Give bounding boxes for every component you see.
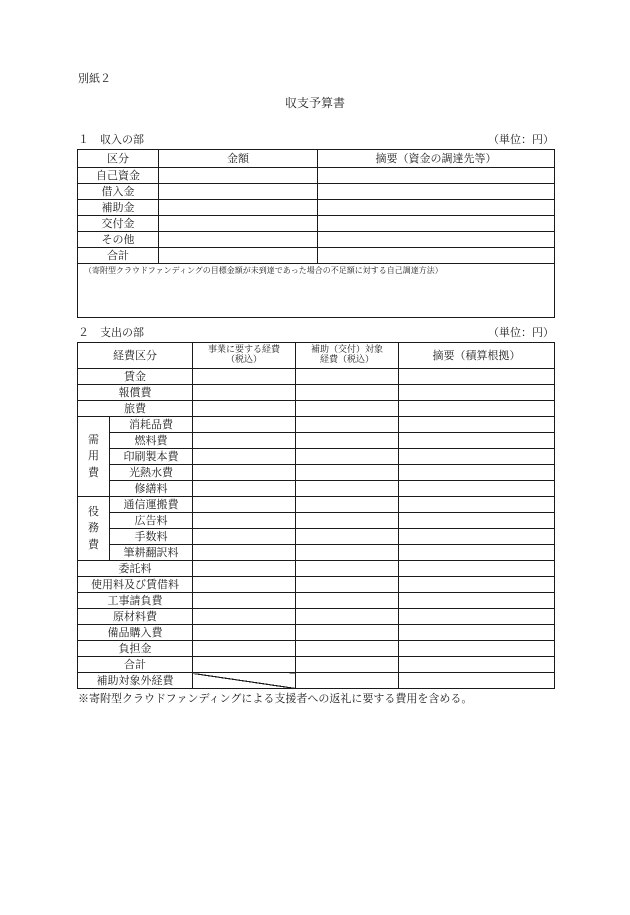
expense-subsidy-cell[interactable] <box>296 529 399 545</box>
income-summary-cell[interactable] <box>318 248 555 264</box>
income-amount-cell[interactable] <box>159 232 318 248</box>
expense-cost-cell[interactable] <box>193 561 296 577</box>
table-row <box>78 481 555 497</box>
expense-cost-cell[interactable] <box>193 529 296 545</box>
expense-summary-cell[interactable] <box>399 449 555 465</box>
income-amount-cell[interactable] <box>159 168 318 184</box>
income-col-category: 区分 <box>78 150 159 168</box>
expense-cost-cell[interactable] <box>193 593 296 609</box>
expense-summary-cell[interactable] <box>399 577 555 593</box>
expense-cost-cell[interactable] <box>193 609 296 625</box>
expense-header-row <box>78 343 555 369</box>
expense-cost-cell[interactable] <box>193 497 296 513</box>
expense-summary-cell[interactable] <box>399 497 555 513</box>
expense-row-label: 備品購入費 <box>78 625 193 641</box>
table-row <box>78 369 555 385</box>
group-label-char: 用 <box>88 449 99 463</box>
table-row <box>78 232 555 248</box>
expense-row-label: 燃料費 <box>110 433 193 449</box>
income-table <box>77 149 555 318</box>
expense-row-label: 原材料費 <box>78 609 193 625</box>
expense-table <box>77 342 555 689</box>
expense-col-cost <box>193 343 296 369</box>
expense-summary-cell[interactable] <box>399 385 555 401</box>
income-header-row <box>78 150 555 168</box>
expense-cost-cell[interactable] <box>193 641 296 657</box>
expense-row-label: 通信運搬費 <box>110 497 193 513</box>
expense-summary-cell[interactable] <box>399 401 555 417</box>
expense-row-label: 手数料 <box>110 529 193 545</box>
table-row <box>78 593 555 609</box>
expense-subsidy-cell[interactable] <box>296 449 399 465</box>
expense-row-label: 委託料 <box>78 561 193 577</box>
group-label-char: 費 <box>88 537 99 551</box>
expense-subsidy-cell[interactable] <box>296 625 399 641</box>
table-row <box>78 561 555 577</box>
expense-row-label: 筆耕翻訳料 <box>110 545 193 561</box>
expense-subsidy-cell[interactable] <box>296 465 399 481</box>
income-summary-cell[interactable] <box>318 232 555 248</box>
expense-heading: ２ 支出の部 <box>78 326 144 339</box>
income-col-amount: 金額 <box>159 150 318 168</box>
income-row-label: 合計 <box>78 248 159 264</box>
expense-col-category: 経費区分 <box>78 343 193 369</box>
table-row <box>78 401 555 417</box>
expense-col-subsidy-line2: 経費（税込） <box>319 354 374 365</box>
table-row <box>78 641 555 657</box>
income-row-label: 自己資金 <box>78 168 159 184</box>
expense-subsidy-cell[interactable] <box>296 385 399 401</box>
expense-cost-cell[interactable] <box>193 449 296 465</box>
table-row <box>78 200 555 216</box>
expense-cost-cell[interactable] <box>193 401 296 417</box>
table-row <box>78 545 555 561</box>
expense-row-label: 修繕料 <box>110 481 193 497</box>
expense-subsidy-cell[interactable] <box>296 497 399 513</box>
expense-cost-cell[interactable] <box>193 545 296 561</box>
table-row <box>78 168 555 184</box>
expense-col-summary: 摘要（積算根拠） <box>399 343 555 369</box>
income-summary-cell[interactable] <box>318 216 555 232</box>
expense-row-label: 印刷製本費 <box>110 449 193 465</box>
expense-row-label: 広告料 <box>110 513 193 529</box>
group-label-char: 務 <box>88 521 99 535</box>
group-label-supplies <box>78 417 110 497</box>
expense-subsidy-cell[interactable] <box>296 369 399 385</box>
table-row <box>78 609 555 625</box>
income-row-label: その他 <box>78 232 159 248</box>
expense-row-label: 使用料及び賃借料 <box>78 577 193 593</box>
expense-col-subsidy-line1: 補助（交付）対象 <box>310 345 383 356</box>
expense-subsidy-cell[interactable] <box>296 641 399 657</box>
income-amount-cell[interactable] <box>159 200 318 216</box>
expense-summary-cell[interactable] <box>399 609 555 625</box>
expense-cost-cell[interactable] <box>193 433 296 449</box>
excluded-cost-cell[interactable] <box>193 673 296 689</box>
page-title: 収支予算書 <box>284 96 345 110</box>
expense-row-label: 合計 <box>78 657 193 673</box>
expense-unit: （単位：円） <box>488 326 554 339</box>
expense-subsidy-cell[interactable] <box>296 673 399 689</box>
expense-summary-cell[interactable] <box>399 369 555 385</box>
table-row <box>78 184 555 200</box>
income-summary-cell[interactable] <box>318 168 555 184</box>
footnote: ※寄附型クラウドファンディングによる支援者への返礼に要する費用を含める。 <box>78 692 473 705</box>
income-col-summary: 摘要（資金の調達先等） <box>318 150 555 168</box>
expense-col-cost-line1: 事業に要する経費 <box>207 345 280 356</box>
expense-row-label: 負担金 <box>78 641 193 657</box>
expense-subsidy-cell[interactable] <box>296 481 399 497</box>
expense-subsidy-cell[interactable] <box>296 513 399 529</box>
expense-col-subsidy <box>296 343 399 369</box>
expense-subsidy-cell[interactable] <box>296 433 399 449</box>
table-row <box>78 248 555 264</box>
table-row <box>78 465 555 481</box>
table-row <box>78 449 555 465</box>
table-row <box>78 577 555 593</box>
expense-summary-cell[interactable] <box>399 433 555 449</box>
expense-row-label: 報償費 <box>78 385 193 401</box>
expense-subsidy-cell[interactable] <box>296 577 399 593</box>
group-label-char: 費 <box>88 465 99 479</box>
expense-subsidy-cell[interactable] <box>296 417 399 433</box>
income-amount-cell[interactable] <box>159 216 318 232</box>
income-heading: １ 収入の部 <box>78 133 144 146</box>
expense-subsidy-cell[interactable] <box>296 593 399 609</box>
income-amount-cell[interactable] <box>159 248 318 264</box>
expense-row-label: 補助対象外経費 <box>78 673 193 689</box>
table-row <box>78 625 555 641</box>
expense-cost-cell[interactable] <box>193 625 296 641</box>
expense-cost-cell[interactable] <box>193 385 296 401</box>
table-row <box>78 433 555 449</box>
income-summary-cell[interactable] <box>318 184 555 200</box>
table-row <box>78 673 555 689</box>
expense-cost-cell[interactable] <box>193 465 296 481</box>
table-row <box>78 216 555 232</box>
income-note[interactable]: （寄附型クラウドファンディングの目標金額が未到達であった場合の不足額に対する自己調達方法） <box>78 264 555 318</box>
expense-summary-cell[interactable] <box>399 529 555 545</box>
table-row <box>78 529 555 545</box>
expense-summary-cell[interactable] <box>399 561 555 577</box>
group-label-services <box>78 497 110 561</box>
expense-row-label: 消耗品費 <box>110 417 193 433</box>
table-row <box>78 417 555 433</box>
expense-summary-cell[interactable] <box>399 641 555 657</box>
expense-row-label: 工事請負費 <box>78 593 193 609</box>
expense-cost-cell[interactable] <box>193 577 296 593</box>
expense-row-label: 賃金 <box>78 369 193 385</box>
table-row <box>78 497 555 513</box>
expense-cost-cell[interactable] <box>193 369 296 385</box>
attachment-label: 別紙２ <box>78 72 111 85</box>
expense-cost-cell[interactable] <box>193 417 296 433</box>
expense-summary-cell[interactable] <box>399 673 555 689</box>
expense-row-label: 旅費 <box>78 401 193 417</box>
expense-subsidy-cell[interactable] <box>296 657 399 673</box>
income-note-row <box>78 264 555 318</box>
income-row-label: 補助金 <box>78 200 159 216</box>
expense-summary-cell[interactable] <box>399 481 555 497</box>
expense-cost-cell[interactable] <box>193 513 296 529</box>
income-row-label: 借入金 <box>78 184 159 200</box>
expense-subsidy-cell[interactable] <box>296 609 399 625</box>
expense-summary-cell[interactable] <box>399 417 555 433</box>
table-row <box>78 385 555 401</box>
income-summary-cell[interactable] <box>318 200 555 216</box>
expense-subsidy-cell[interactable] <box>296 545 399 561</box>
expense-cost-cell[interactable] <box>193 657 296 673</box>
expense-subsidy-cell[interactable] <box>296 401 399 417</box>
income-row-label: 交付金 <box>78 216 159 232</box>
income-unit: （単位：円） <box>488 133 554 146</box>
table-row <box>78 513 555 529</box>
expense-summary-cell[interactable] <box>399 465 555 481</box>
income-amount-cell[interactable] <box>159 184 318 200</box>
expense-summary-cell[interactable] <box>399 513 555 529</box>
expense-cost-cell[interactable] <box>193 481 296 497</box>
group-label-char: 役 <box>88 504 99 518</box>
expense-summary-cell[interactable] <box>399 545 555 561</box>
expense-row-label: 光熱水費 <box>110 465 193 481</box>
expense-col-cost-line2: （税込） <box>225 354 262 365</box>
expense-summary-cell[interactable] <box>399 657 555 673</box>
expense-summary-cell[interactable] <box>399 593 555 609</box>
group-label-char: 需 <box>88 432 99 446</box>
expense-subsidy-cell[interactable] <box>296 561 399 577</box>
expense-summary-cell[interactable] <box>399 625 555 641</box>
table-row <box>78 657 555 673</box>
